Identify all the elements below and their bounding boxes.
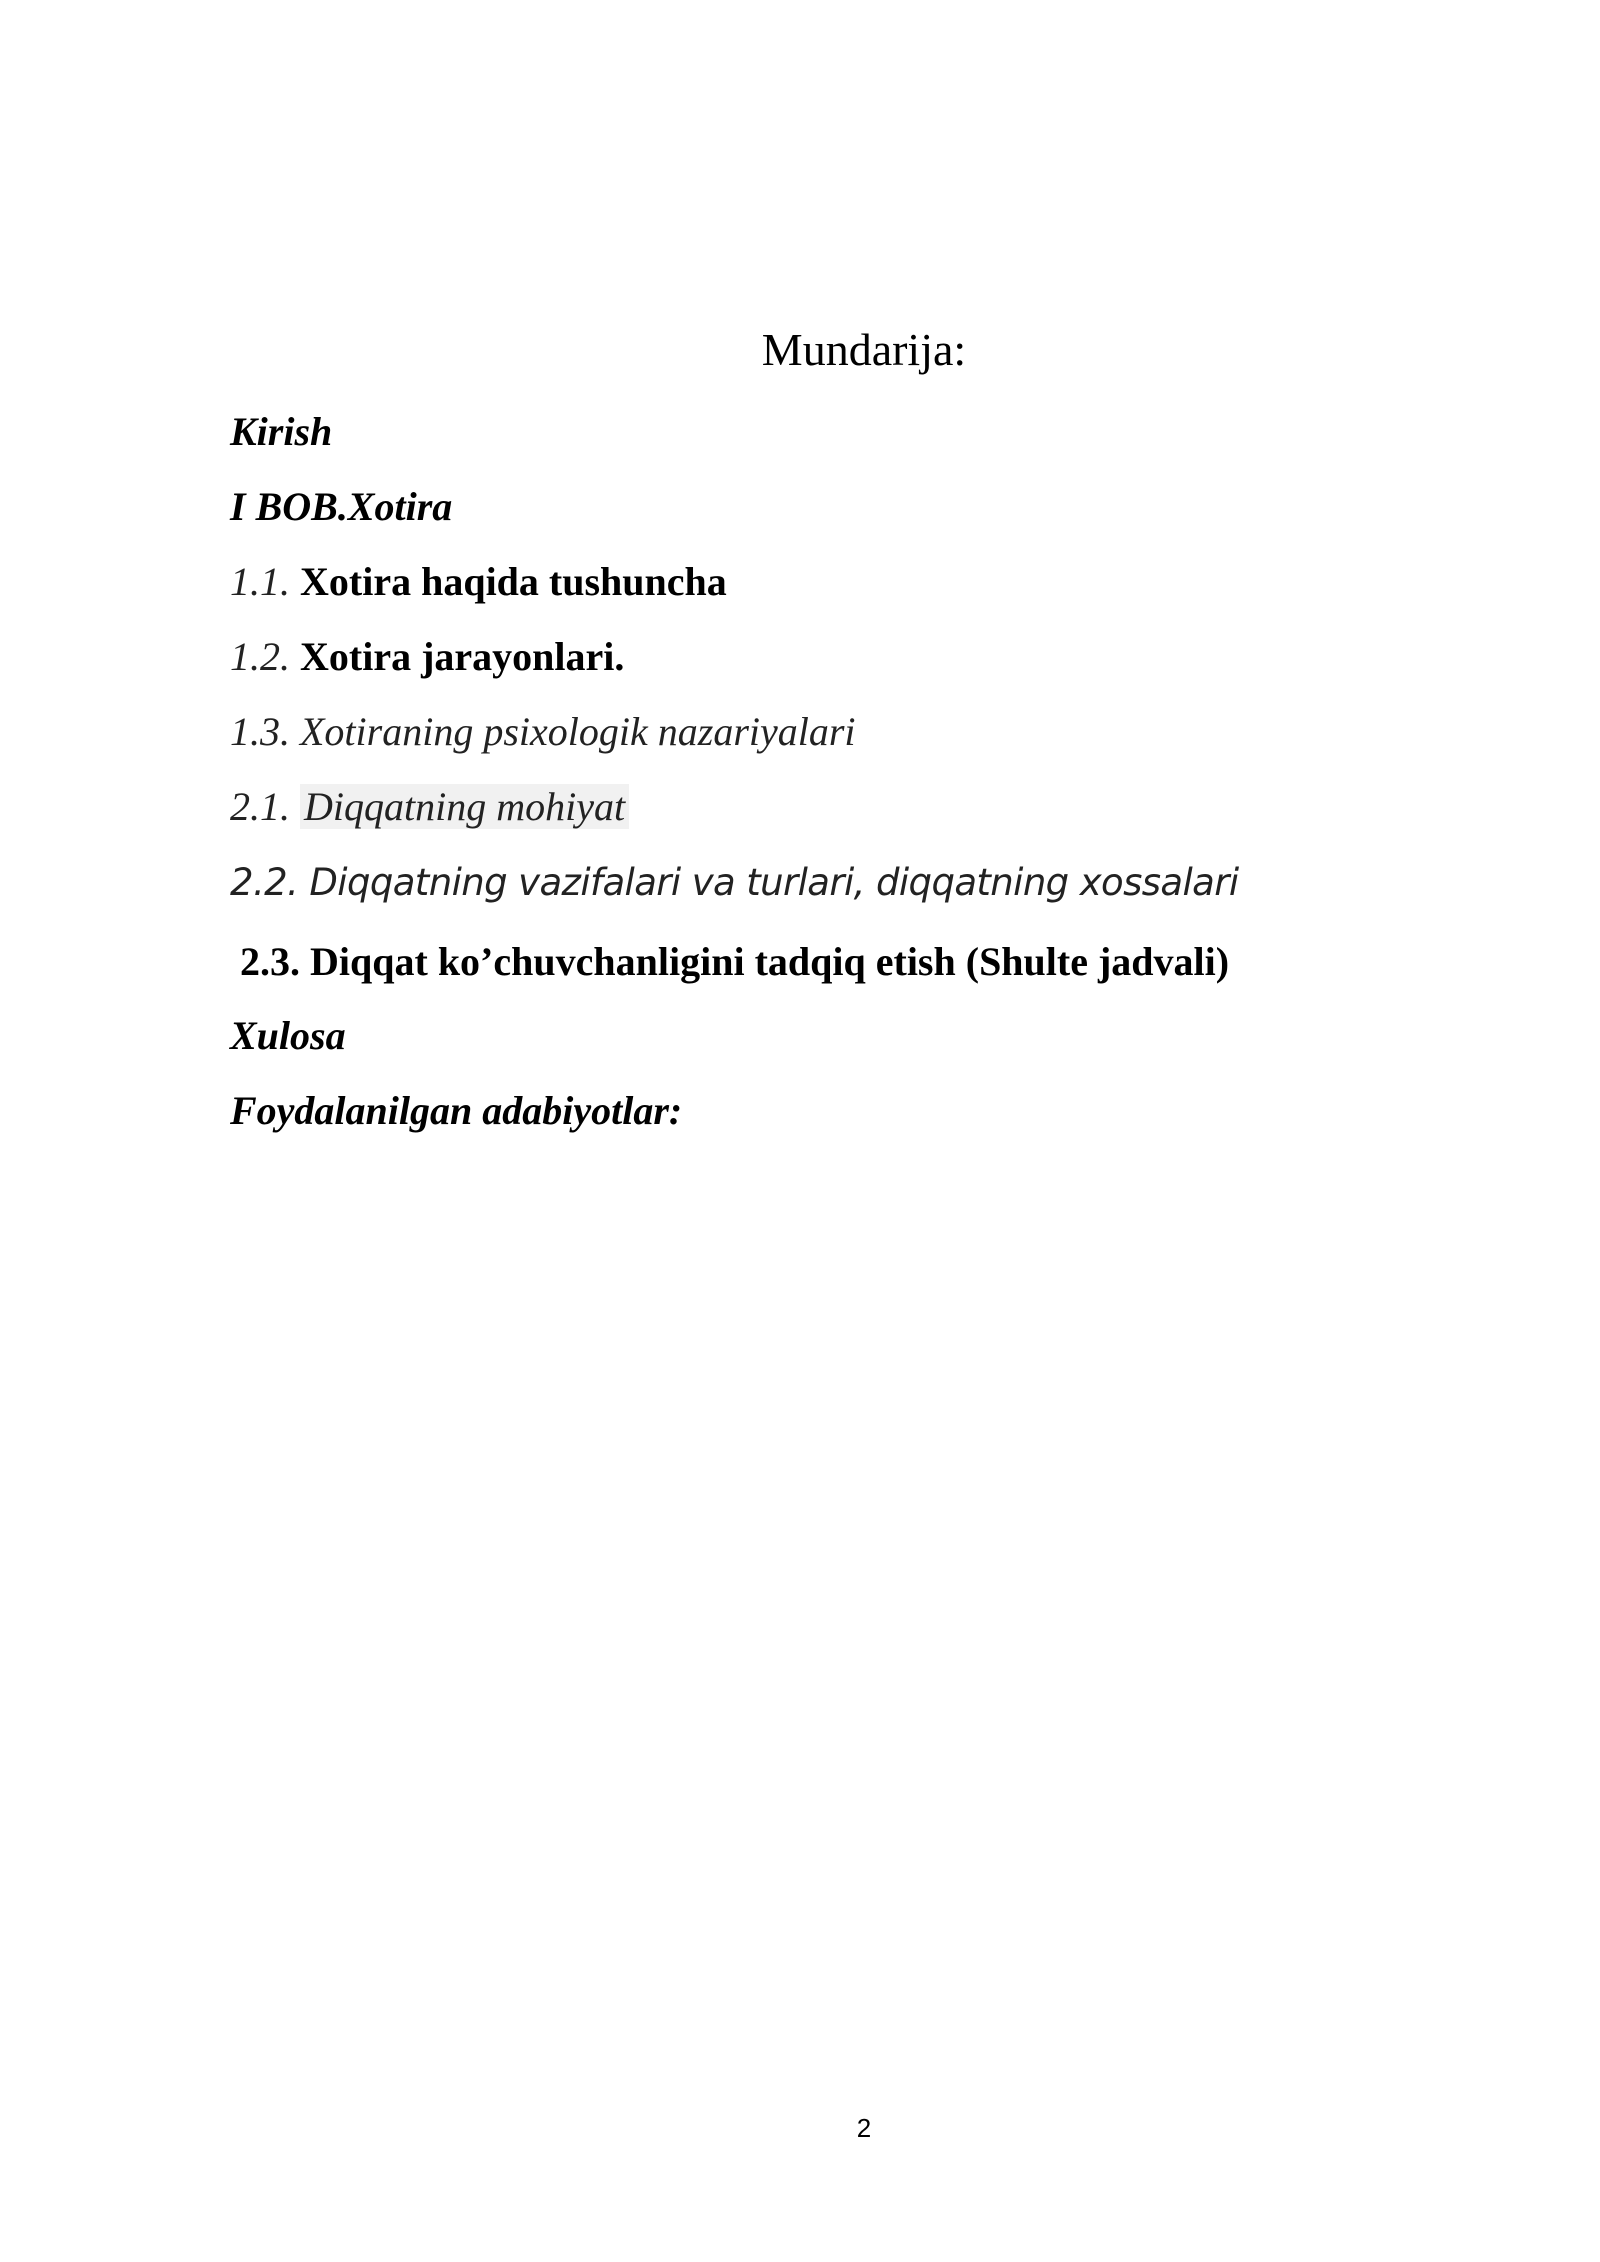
toc-item-label: Xotira haqida tushuncha — [300, 559, 727, 604]
toc-item-2-3 — [240, 936, 1229, 988]
toc-item-1-3 — [230, 706, 856, 758]
toc-item-label: Kirish — [230, 409, 333, 454]
toc-item-kirish — [230, 406, 332, 458]
toc-item-number: 1.1. — [230, 559, 290, 604]
page-number: 2 — [856, 2113, 872, 2143]
toc-item-1-2 — [230, 631, 624, 683]
toc-item-2-1 — [230, 781, 629, 833]
toc-item-number: 1.3. — [230, 709, 290, 754]
toc-item-chapter-1 — [230, 481, 452, 533]
toc-item-number: 2.2. — [230, 861, 299, 904]
toc-item-number: 2.3. — [240, 939, 300, 984]
toc-item-adabiyotlar — [230, 1085, 682, 1137]
toc-item-label: Diqqatning vazifalari va turlari, diqqatning xossalari — [309, 861, 1239, 904]
toc-item-xulosa — [230, 1010, 346, 1062]
toc-item-number: 1.2. — [230, 634, 290, 679]
toc-item-label: Foydalanilgan adabiyotlar: — [230, 1088, 683, 1133]
toc-item-2-2 — [230, 857, 1239, 909]
toc-item-1-1 — [230, 556, 727, 608]
page-title: Mundarija: — [761, 324, 967, 375]
toc-item-number: 2.1. — [230, 784, 290, 829]
toc-item-label: Xotiraning psixologik nazariyalari — [300, 709, 856, 754]
toc-item-label: Diqqatning mohiyat — [300, 784, 629, 829]
toc-item-label: Xulosa — [230, 1013, 346, 1058]
toc-item-label: Diqqat ko’chuvchanligini tadqiq etish (Shulte jadvali) — [310, 939, 1230, 984]
toc-item-label: I BOB.Xotira — [230, 484, 453, 529]
toc-item-label: Xotira jarayonlari. — [300, 634, 625, 679]
